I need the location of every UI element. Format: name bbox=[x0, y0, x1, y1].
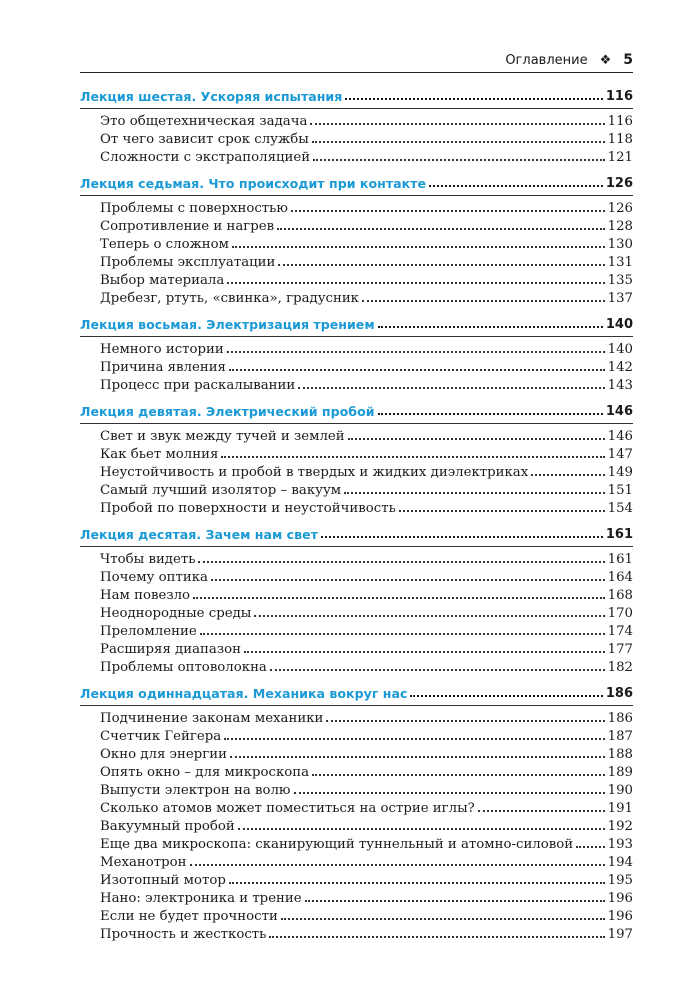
entry-title: Счетчик Гейгера bbox=[100, 729, 222, 744]
entry-title: Нам повезло bbox=[100, 588, 191, 603]
toc-entry[interactable] bbox=[80, 621, 633, 639]
dot-leader bbox=[345, 98, 603, 100]
entry-page-number: 146 bbox=[607, 429, 633, 444]
entry-page-number: 161 bbox=[607, 552, 633, 567]
dot-leader bbox=[190, 864, 605, 866]
entry-page-number: 131 bbox=[607, 255, 633, 270]
dot-leader bbox=[478, 810, 605, 812]
dot-leader bbox=[227, 282, 604, 284]
toc-entry[interactable] bbox=[80, 762, 633, 780]
dot-leader bbox=[348, 438, 605, 440]
dot-leader bbox=[221, 456, 604, 458]
dot-leader bbox=[362, 300, 605, 302]
toc-entry[interactable] bbox=[80, 216, 633, 234]
entry-page-number: 187 bbox=[607, 729, 633, 744]
entry-page-number: 164 bbox=[607, 570, 633, 585]
entry-page-number: 196 bbox=[607, 909, 633, 924]
entry-title: Прочность и жесткость bbox=[100, 927, 267, 942]
lecture-title: Лекция седьмая. Что происходит при контакте bbox=[80, 176, 427, 191]
toc-entry[interactable] bbox=[80, 906, 633, 924]
toc-entry[interactable] bbox=[80, 498, 633, 516]
section-gap bbox=[80, 516, 633, 524]
dot-leader bbox=[312, 141, 605, 143]
entry-page-number: 195 bbox=[607, 873, 633, 888]
entry-title: Самый лучший изолятор – вакуум bbox=[100, 483, 342, 498]
lecture-title: Лекция девятая. Электрический пробой bbox=[80, 404, 375, 419]
entry-title: Еще два микроскопа: сканирующий туннельный и атомно-силовой bbox=[100, 837, 574, 852]
dot-leader bbox=[312, 774, 605, 776]
dot-leader bbox=[269, 936, 604, 938]
dot-leader bbox=[244, 651, 605, 653]
header-rule bbox=[80, 72, 633, 73]
entry-title: Выбор материала bbox=[100, 273, 225, 288]
entry-page-number: 142 bbox=[607, 360, 633, 375]
entry-title: Дребезг, ртуть, «свинка», градусник bbox=[100, 291, 359, 306]
dot-leader bbox=[531, 474, 604, 476]
lecture-page-number: 140 bbox=[605, 317, 633, 332]
toc-entry[interactable] bbox=[80, 198, 633, 216]
toc-entry[interactable] bbox=[80, 129, 633, 147]
entry-title: Если не будет прочности bbox=[100, 909, 278, 924]
dot-leader bbox=[310, 123, 604, 125]
toc-section bbox=[80, 683, 633, 942]
toc-entry[interactable] bbox=[80, 585, 633, 603]
entry-page-number: 149 bbox=[607, 465, 633, 480]
entry-page-number: 128 bbox=[607, 219, 633, 234]
section-gap bbox=[80, 306, 633, 314]
entry-page-number: 116 bbox=[607, 114, 633, 129]
toc-entry[interactable] bbox=[80, 798, 633, 816]
lecture-page-number: 146 bbox=[605, 404, 633, 419]
entry-title: Выпусти электрон на волю bbox=[100, 783, 291, 798]
entry-title: Немного истории bbox=[100, 342, 224, 357]
entry-page-number: 143 bbox=[607, 378, 633, 393]
entry-page-number: 135 bbox=[607, 273, 633, 288]
entry-page-number: 194 bbox=[607, 855, 633, 870]
toc-entry[interactable] bbox=[80, 444, 633, 462]
toc-entry[interactable] bbox=[80, 357, 633, 375]
lecture-heading[interactable] bbox=[80, 314, 633, 332]
dot-leader bbox=[321, 536, 603, 538]
toc-section bbox=[80, 314, 633, 401]
entry-page-number: 197 bbox=[607, 927, 633, 942]
toc-section bbox=[80, 173, 633, 314]
lecture-page-number: 126 bbox=[605, 176, 633, 191]
toc-entry[interactable] bbox=[80, 888, 633, 906]
entry-page-number: 151 bbox=[607, 483, 633, 498]
dot-leader bbox=[227, 351, 605, 353]
lecture-title: Лекция десятая. Зачем нам свет bbox=[80, 527, 318, 542]
entry-page-number: 130 bbox=[607, 237, 633, 252]
entry-page-number: 193 bbox=[607, 837, 633, 852]
section-gap bbox=[80, 165, 633, 173]
lecture-heading[interactable] bbox=[80, 683, 633, 701]
dot-leader bbox=[399, 510, 605, 512]
toc-entry[interactable] bbox=[80, 780, 633, 798]
dot-leader bbox=[576, 846, 604, 848]
dot-leader bbox=[378, 413, 603, 415]
toc-entry[interactable] bbox=[80, 567, 633, 585]
toc-entry[interactable] bbox=[80, 252, 633, 270]
lecture-heading[interactable] bbox=[80, 524, 633, 542]
toc-section bbox=[80, 524, 633, 683]
dot-leader bbox=[278, 264, 604, 266]
dot-leader bbox=[224, 738, 604, 740]
dot-leader bbox=[198, 561, 604, 563]
entry-title: Причина явления bbox=[100, 360, 226, 375]
section-divider bbox=[80, 546, 633, 547]
entry-page-number: 121 bbox=[607, 150, 633, 165]
table-of-contents bbox=[80, 86, 633, 942]
entry-title: Процесс при раскалывании bbox=[100, 378, 296, 393]
toc-entry[interactable] bbox=[80, 288, 633, 306]
entry-page-number: 188 bbox=[607, 747, 633, 762]
entry-page-number: 196 bbox=[607, 891, 633, 906]
toc-entry[interactable] bbox=[80, 708, 633, 726]
entry-page-number: 140 bbox=[607, 342, 633, 357]
entry-title: Нано: электроника и трение bbox=[100, 891, 302, 906]
dot-leader bbox=[291, 210, 605, 212]
toc-entry[interactable] bbox=[80, 234, 633, 252]
dot-leader bbox=[298, 387, 604, 389]
dot-leader bbox=[313, 159, 604, 161]
section-gap bbox=[80, 675, 633, 683]
entry-title: Сколько атомов может поместиться на острие иглы? bbox=[100, 801, 475, 816]
dot-leader bbox=[277, 228, 604, 230]
dot-leader bbox=[229, 882, 605, 884]
dot-leader bbox=[270, 669, 605, 671]
toc-section bbox=[80, 86, 633, 173]
dot-leader bbox=[305, 900, 605, 902]
running-head bbox=[505, 50, 633, 70]
entry-page-number: 177 bbox=[607, 642, 633, 657]
lecture-title: Лекция восьмая. Электризация трением bbox=[80, 317, 375, 332]
entry-title: Свет и звук между тучей и землей bbox=[100, 429, 345, 444]
lecture-heading[interactable] bbox=[80, 173, 633, 191]
section-divider bbox=[80, 108, 633, 109]
toc-entry[interactable] bbox=[80, 426, 633, 444]
entry-page-number: 174 bbox=[607, 624, 633, 639]
entry-title: Почему оптика bbox=[100, 570, 208, 585]
section-gap bbox=[80, 393, 633, 401]
dot-leader bbox=[326, 720, 604, 722]
entry-page-number: 154 bbox=[607, 501, 633, 516]
entry-title: Изотопный мотор bbox=[100, 873, 226, 888]
toc-entry[interactable] bbox=[80, 924, 633, 942]
toc-entry[interactable] bbox=[80, 816, 633, 834]
entry-title: Подчинение законам механики bbox=[100, 711, 324, 726]
dot-leader bbox=[294, 792, 605, 794]
entry-title: Механотрон bbox=[100, 855, 187, 870]
dot-leader bbox=[281, 918, 605, 920]
entry-page-number: 126 bbox=[607, 201, 633, 216]
entry-title: Окно для энергии bbox=[100, 747, 227, 762]
dot-leader bbox=[429, 185, 603, 187]
dot-leader bbox=[410, 695, 602, 697]
toc-entry[interactable] bbox=[80, 657, 633, 675]
toc-section bbox=[80, 401, 633, 524]
entry-page-number: 168 bbox=[607, 588, 633, 603]
dot-leader bbox=[229, 369, 605, 371]
section-divider bbox=[80, 195, 633, 196]
lecture-page-number: 116 bbox=[605, 89, 633, 104]
toc-entry[interactable] bbox=[80, 375, 633, 393]
toc-entry[interactable] bbox=[80, 462, 633, 480]
dot-leader bbox=[193, 597, 605, 599]
dot-leader bbox=[238, 828, 605, 830]
dot-leader bbox=[344, 492, 604, 494]
entry-title: Это общетехническая задача bbox=[100, 114, 308, 129]
dot-leader bbox=[211, 579, 605, 581]
entry-title: Пробой по поверхности и неустойчивость bbox=[100, 501, 396, 516]
toc-entry[interactable] bbox=[80, 726, 633, 744]
lecture-title: Лекция одиннадцатая. Механика вокруг нас bbox=[80, 686, 408, 701]
entry-title: Проблемы с поверхностью bbox=[100, 201, 288, 216]
toc-entry[interactable] bbox=[80, 480, 633, 498]
section-divider bbox=[80, 336, 633, 337]
section-divider bbox=[80, 423, 633, 424]
dot-leader bbox=[378, 326, 603, 328]
toc-entry[interactable] bbox=[80, 270, 633, 288]
toc-entry[interactable] bbox=[80, 834, 633, 852]
entry-page-number: 137 bbox=[607, 291, 633, 306]
lecture-title: Лекция шестая. Ускоряя испытания bbox=[80, 89, 343, 104]
entry-title: Неоднородные среды bbox=[100, 606, 252, 621]
toc-entry[interactable] bbox=[80, 603, 633, 621]
dot-leader bbox=[254, 615, 604, 617]
entry-title: Теперь о сложном bbox=[100, 237, 230, 252]
toc-entry[interactable] bbox=[80, 549, 633, 567]
toc-entry[interactable] bbox=[80, 147, 633, 165]
lecture-page-number: 186 bbox=[605, 686, 633, 701]
dot-leader bbox=[232, 246, 605, 248]
entry-page-number: 118 bbox=[607, 132, 633, 147]
entry-title: Преломление bbox=[100, 624, 197, 639]
entry-page-number: 191 bbox=[607, 801, 633, 816]
entry-title: Сложности с экстраполяцией bbox=[100, 150, 311, 165]
toc-entry[interactable] bbox=[80, 870, 633, 888]
toc-entry[interactable] bbox=[80, 744, 633, 762]
entry-page-number: 192 bbox=[607, 819, 633, 834]
dot-leader bbox=[200, 633, 605, 635]
entry-page-number: 186 bbox=[607, 711, 633, 726]
page-number: 5 bbox=[623, 52, 633, 68]
running-head-title: Оглавление bbox=[505, 52, 588, 68]
entry-page-number: 147 bbox=[607, 447, 633, 462]
lecture-page-number: 161 bbox=[605, 527, 633, 542]
entry-title: Неустойчивость и пробой в твердых и жидких диэлектриках bbox=[100, 465, 529, 480]
toc-entry[interactable] bbox=[80, 339, 633, 357]
entry-title: Проблемы эксплуатации bbox=[100, 255, 276, 270]
entry-title: Расширяя диапазон bbox=[100, 642, 241, 657]
entry-title: Сопротивление и нагрев bbox=[100, 219, 275, 234]
entry-page-number: 182 bbox=[607, 660, 633, 675]
section-divider bbox=[80, 705, 633, 706]
dot-leader bbox=[230, 756, 605, 758]
entry-title: Вакуумный пробой bbox=[100, 819, 235, 834]
lecture-heading[interactable] bbox=[80, 401, 633, 419]
entry-page-number: 170 bbox=[607, 606, 633, 621]
entry-title: Опять окно – для микроскопа bbox=[100, 765, 310, 780]
toc-entry[interactable] bbox=[80, 111, 633, 129]
toc-entry[interactable] bbox=[80, 852, 633, 870]
entry-title: Как бьет молния bbox=[100, 447, 219, 462]
toc-entry[interactable] bbox=[80, 639, 633, 657]
entry-page-number: 190 bbox=[607, 783, 633, 798]
lecture-heading[interactable] bbox=[80, 86, 633, 104]
entry-title: Проблемы оптоволокна bbox=[100, 660, 267, 675]
entry-page-number: 189 bbox=[607, 765, 633, 780]
entry-title: Чтобы видеть bbox=[100, 552, 196, 567]
entry-title: От чего зависит срок службы bbox=[100, 132, 309, 147]
ornament-icon: ❖ bbox=[599, 52, 612, 68]
